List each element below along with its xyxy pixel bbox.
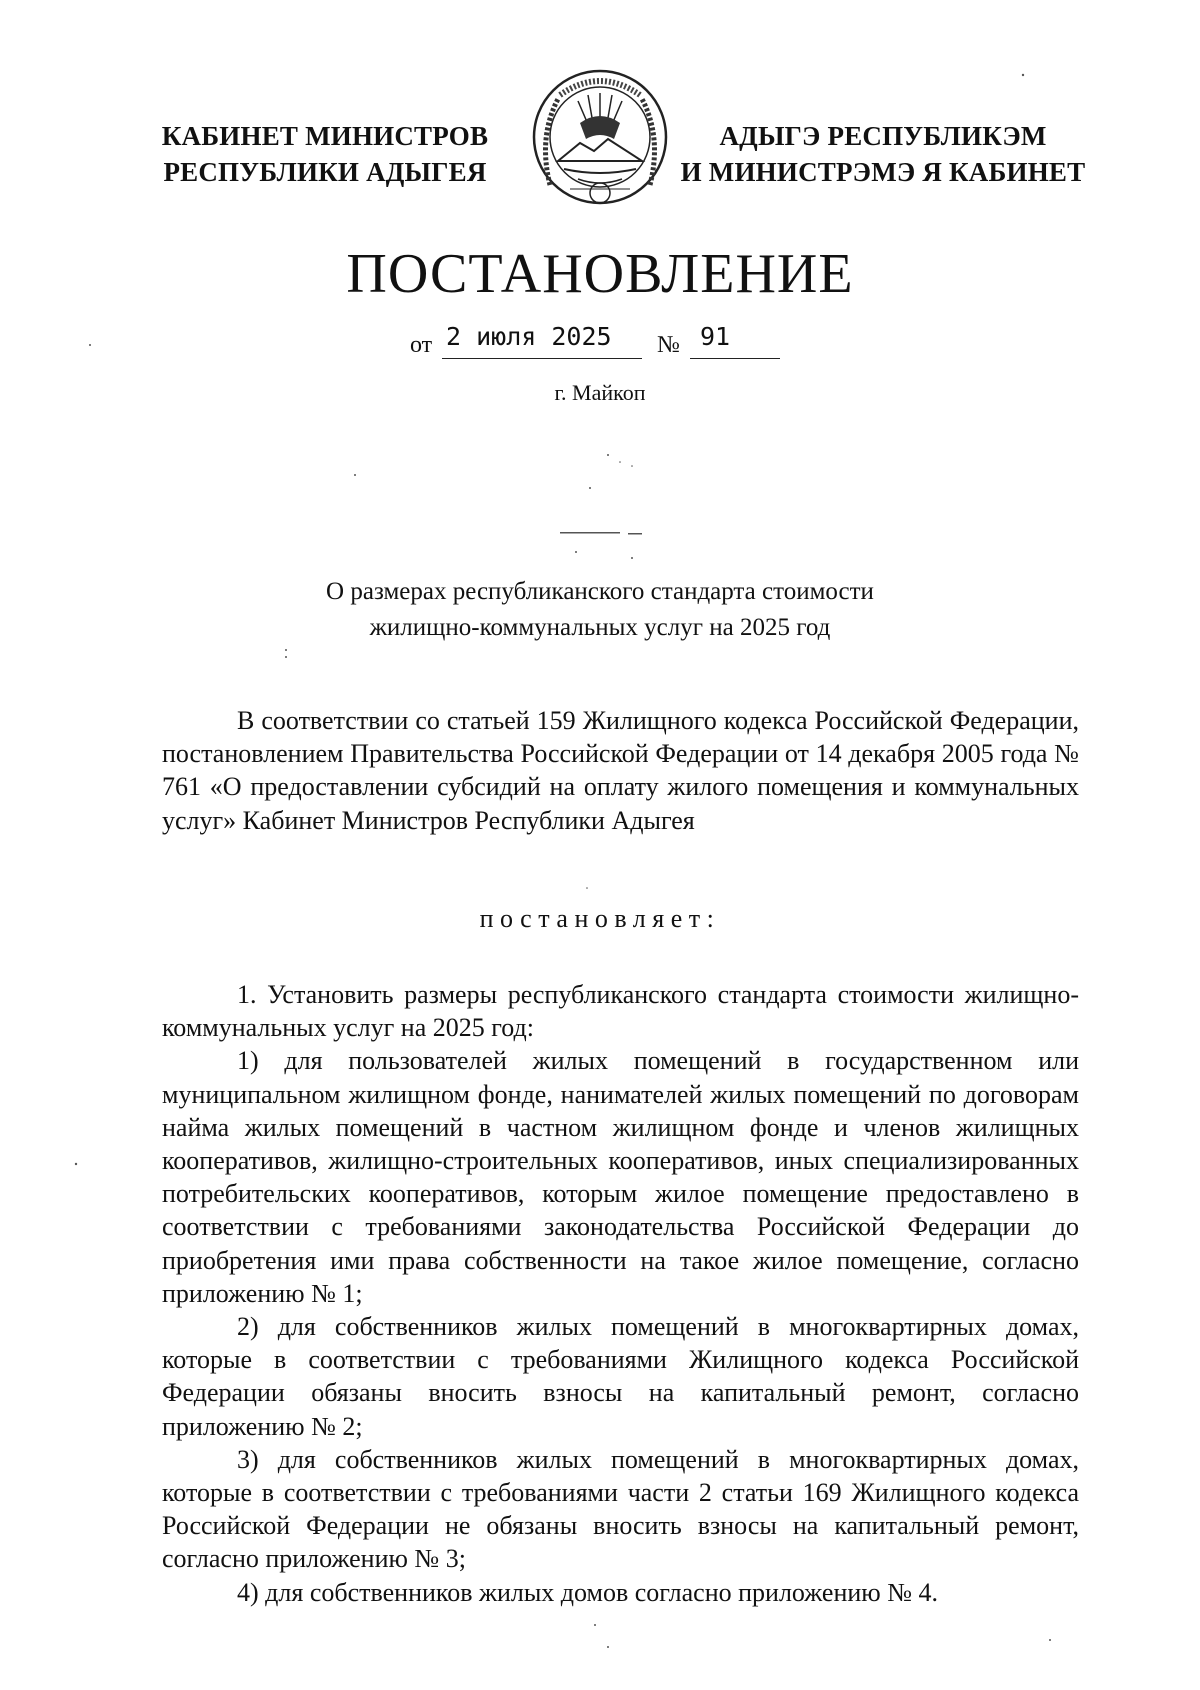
title-line-2: жилищно-коммунальных услуг на 2025 год [369, 614, 831, 641]
issuer-name-russian [150, 118, 500, 190]
date-number-line [410, 322, 840, 362]
number-underline [690, 358, 780, 359]
issuer-left-line-2: РЕСПУБЛИКИ АДЫГЕЯ [163, 157, 487, 187]
subitem-2-paragraph: 2) для собственников жилых помещений в многоквартирных домах, которые в соответствии с требованиями Жилищного кодекса Российской Федерации обязаны вносить взносы на капитальный ремонт, согласно приложению № 2; [162, 1312, 1079, 1441]
issuer-left-line-1: КАБИНЕТ МИНИСТРОВ [161, 121, 489, 151]
issuer-name-adyghe [668, 118, 1098, 190]
issuer-right-line-2: И МИНИСТРЭМЭ Я КАБИНЕТ [680, 157, 1086, 187]
title-line-1: О размерах республиканского стандарта стоимости [326, 578, 874, 605]
document-title [200, 574, 1000, 646]
date-underline [442, 358, 642, 359]
document-number: 91 [700, 322, 731, 351]
decree-word: постановляет: [479, 904, 721, 933]
number-prefix: № [657, 332, 680, 358]
document-type-heading: ПОСТАНОВЛЕНИЕ [346, 243, 854, 305]
city-line: г. Майкоп [554, 380, 646, 405]
coat-of-arms-emblem-icon [528, 65, 672, 215]
issuer-right-line-1: АДЫГЭ РЕСПУБЛИКЭМ [719, 121, 1047, 151]
subitem-1-paragraph: 1) для пользователей жилых помещений в государственном или муниципальном жилищном фонде, нанимателей жилых помещений по договорам найма жилых помещений в частном жилищном фонде и членов жилищных кооперативов, жилищно-строительных кооперативов, иных специализированных потребительских кооперативов, которым жилое помещение предоставлено в соответствии с требованиями законодательства Российской Федерации до приобретения ими права собственности на такое жилое помещение, согласно приложению № 1; [162, 1046, 1079, 1308]
date-prefix: от [410, 332, 433, 358]
item-1-paragraph: 1. Установить размеры республиканского стандарта стоимости жилищно-коммунальных услуг на 2025 год: [162, 980, 1079, 1043]
subitem-3-paragraph: 3) для собственников жилых помещений в многоквартирных домах, которые в соответствии с требованиями части 2 статьи 169 Жилищного кодекса Российской Федерации не обязаны вносить взносы на капитальный ремонт, согласно приложению № 3; [162, 1444, 1079, 1574]
document-date: 2 июля 2025 [446, 322, 612, 351]
subitem-4-paragraph: 4) для собственников жилых домов согласно приложению № 4. [237, 1577, 938, 1607]
preamble-paragraph: В соответствии со статьей 159 Жилищного кодекса Российской Федерации, постановлением Правительства Российской Федерации от 14 декабря 2005 года № 761 «О предоставлении субсидий на оплату жилого помещения и коммунальных услуг» Кабинет Министров Республики Адыгея [162, 706, 1079, 835]
resolution-items [162, 978, 1079, 1609]
preamble-block [162, 704, 1079, 837]
